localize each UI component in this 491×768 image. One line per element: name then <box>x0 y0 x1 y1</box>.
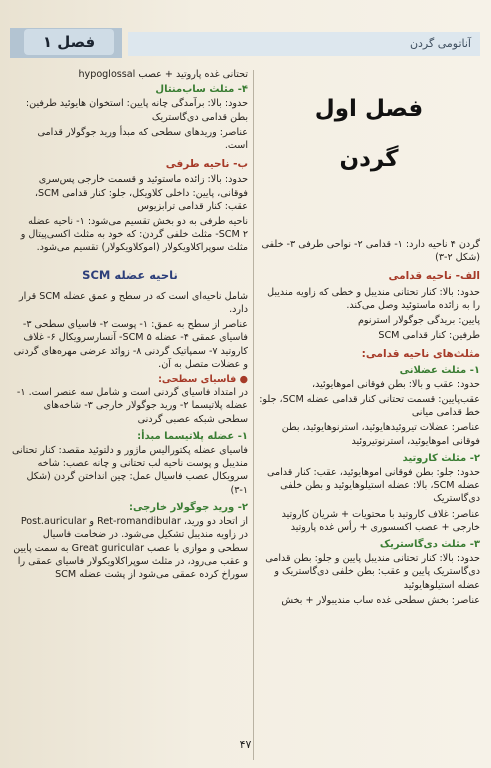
left-column <box>12 68 248 583</box>
heading-anterior-triangles: مثلث‌های ناحیه قدامی: <box>361 348 480 361</box>
heading-scm-region: ناحیه عضله SCM <box>82 267 178 282</box>
right-column <box>258 68 480 609</box>
region-title: گردن <box>339 146 399 172</box>
muscular-bounds-text: حدود: عقب و بالا: بطن فوقانی اموهایوئید، <box>312 378 480 390</box>
intro-text: گردن ۴ ناحیه دارد: ۱- قدامی ۲- نواحی طرفی ۳- خلفی (شکل ۲-۳) <box>261 239 480 264</box>
column-divider <box>253 70 254 760</box>
muscular-bounds-text-2: عقب‌پایین: قسمت تحتانی کنار قدامی عضله SCM، جلو: خط قدامی میانی <box>259 394 480 419</box>
submental-bounds-text: حدود: بالا: برآمدگی چانه پایین: استخوان هایوئید طرفین: بطن قدامی دی‌گاستریک <box>25 98 248 123</box>
scm-intro-text: شامل ناحیه‌ای است که در سطح و عمق عضله SCM قرار دارد. <box>19 290 248 316</box>
heading-carotid-triangle: ۲- مثلث کاروتید <box>402 452 480 464</box>
anterior-inferior-text: پایین: بریدگی جوگولار استرنوم <box>357 315 480 327</box>
page-number: ۴۷ <box>239 738 252 751</box>
external-jugular-text: از اتحاد دو ورید، Ret-romandibular و Post.auricular در زاویه مندیبل تشکیل می‌شود. در ضخامت فاسیال سطحی و موازی با عصب Great guricular به سمت پایین و عقب می‌رود، در مثلث سوپراکلاویکولار فاسیای عمقی را سوراخ کرده عمقی می‌شود از پشت عضله SCM <box>13 516 248 580</box>
anterior-bounds-text: حدود: بالا: کنار تحتانی مندیبل و خطی که زاویه مندیبل را به زائده ماستوئید وصل می‌کند. <box>267 286 480 311</box>
carotid-contents-text: عناصر: غلاف کاروتید با محتویات + شریان کاروتید خارجی + عصب اکسسوری + رأس غده پاروتید <box>281 508 480 533</box>
heading-external-jugular: ۲- ورید جوگولار خارجی: <box>128 501 248 513</box>
carotid-bounds-text: حدود: جلو: بطن فوقانی اموهایوئید، عقب: کنار قدامی عضله SCM، بالا: عضله استیلوهایوئید و بطن خلفی دی‌گاستریک <box>266 467 480 505</box>
heading-superficial-fascia: ● فاسیای سطحی: <box>158 374 248 386</box>
digastric-contents-text: عناصر: بخش سطحی غده ساب مندیبولار + بخش <box>281 594 480 606</box>
heading-anterior-region: الف- ناحیه قدامی <box>388 270 480 283</box>
anterior-lateral-text: طرفین: کنار قدامی SCM <box>378 330 480 342</box>
heading-digastric-triangle: ۳- مثلث دی‌گاستریک <box>379 539 480 551</box>
running-title: آناتومی گردن <box>409 37 471 50</box>
continued-text: تحتانی غده پاروتید + عصب hypoglossal <box>78 69 248 80</box>
heading-platysma: ۱- عضله پلاتیسما مبدأ: <box>137 430 248 442</box>
submental-contents-text: عناصر: وریدهای سطحی که مبدأ ورید جوگولار قدامی است. <box>37 126 248 152</box>
superficial-fascia-text: در امتداد فاسیای گردنی است و شامل سه عنصر است. ۱- عضله پلاتیسما ۲- ورید جوگولار خارجی ۳- شاخه‌های سطحی شبکه عصبی گردنی <box>16 387 248 425</box>
platysma-text: فاسیای عضله پکتورالیس ماژور و دلتوئید مقصد: کنار تحتانی مندیبل و پوست ناحیه لب تحتانی و چانه عصب: شاخه سرویکال عصب فاسیال عمل: چین انداختن گردن (شکل ۱-۳) <box>12 445 248 496</box>
lateral-bounds-text: حدود: بالا: زائده ماستوئید و قسمت خارجی پس‌سری فوقانی، پایین: داخلی کلاویکل، جلو: کنار قدامی SCM، عقب: کنار قدامی ترابزیوس <box>34 174 248 212</box>
heading-lateral-region: ب- ناحیه طرفی <box>165 158 248 171</box>
heading-submental-triangle: ۴- مثلث ساب‌منتال <box>155 84 248 96</box>
digastric-bounds-text: حدود: بالا: کنار تحتانی مندیبل پایین و جلو: بطن قدامی دی‌گاستریک پایین و عقب: بطن خلفی دی‌گاستریک و عضله استیلوهایوئید <box>265 553 480 591</box>
chapter-title: فصل اول <box>314 96 424 122</box>
chapter-label: فصل ۱ <box>24 29 114 55</box>
scm-layers-text: عناصر از سطح به عمق: ۱- پوست ۲- فاسیای سطحی ۳- فاسیای عمقی ۴- عضله SCM ۵- آنسارسرویکال ۶- غلاف کاروتید ۷- سمپاتیک گردنی ۸- زوائد عرضی مهره‌های گردنی و عضلات متصل به آن. <box>13 319 248 370</box>
muscular-contents-text: عناصر: عضلات تیروئیدهایوئید، استرنوهایوئید، بطن فوقانی اموهایوئید، استرنوتیروئید <box>281 422 480 447</box>
lateral-division-text: ناحیه طرفی به دو بخش تقسیم می‌شود: ۱- ناحیه عضله SCM ۲- مثلث خلفی گردن: که خود به مثلث اکسی‌پیتال و مثلث سوپراکلاویکولار (اموکلاویکولار) تقسیم می‌شود. <box>20 216 248 254</box>
heading-muscular-triangle: ۱- مثلث عضلانی <box>399 364 480 376</box>
